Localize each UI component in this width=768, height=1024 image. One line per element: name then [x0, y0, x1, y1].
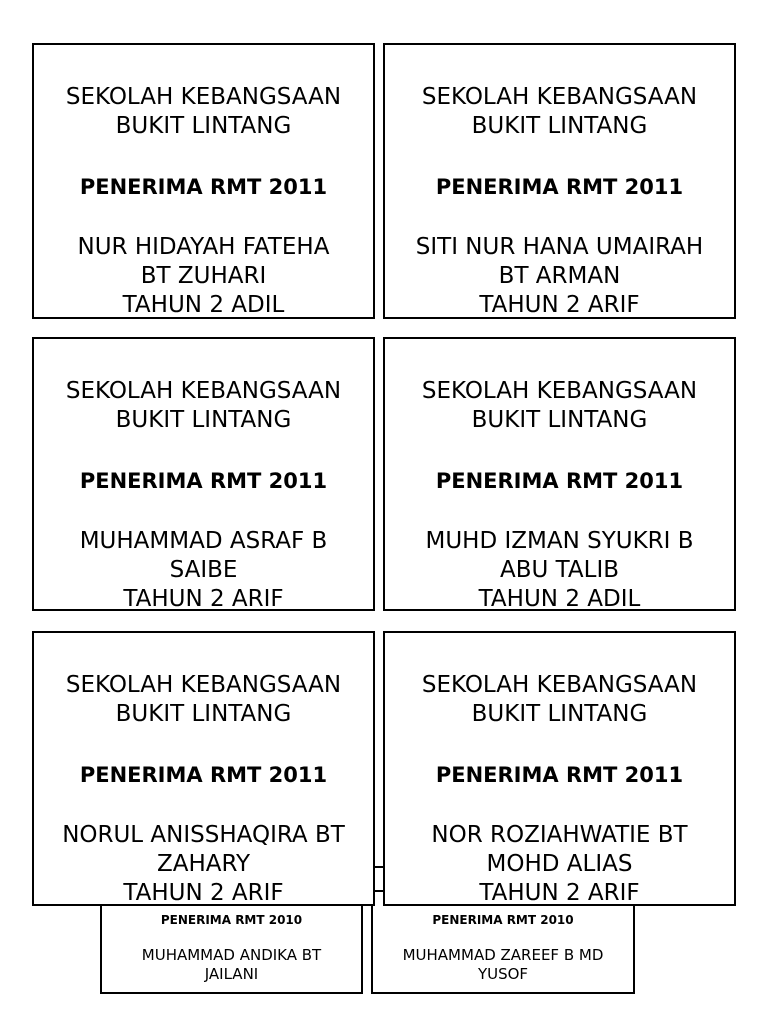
card-title: PENERIMA RMT 2011: [79, 175, 328, 199]
name-card-2: [383, 43, 736, 319]
small-card-title: PENERIMA RMT 2010: [432, 913, 574, 927]
student-class: TAHUN 2 ARIF: [123, 880, 284, 906]
student-name: NOR ROZIAHWATIE BT MOHD ALIAS: [431, 822, 688, 877]
card-title: PENERIMA RMT 2011: [435, 763, 684, 787]
card-title: PENERIMA RMT 2011: [79, 469, 328, 493]
card-title: PENERIMA RMT 2011: [435, 175, 684, 199]
name-card-6: [383, 631, 736, 906]
school-name: SEKOLAH KEBANGSAAN BUKIT LINTANG: [421, 378, 698, 433]
student-name: MUHAMMAD ASRAF B SAIBE: [79, 528, 328, 583]
small-card-title: PENERIMA RMT 2010: [160, 913, 303, 927]
student-name: NORUL ANISSHAQIRA BT ZAHARY: [62, 822, 345, 877]
small-card-name: MUHAMMAD ANDIKA BT JAILANI: [141, 946, 322, 983]
name-card-1: [32, 43, 375, 319]
name-card-3: [32, 337, 375, 611]
small-card-name: MUHAMMAD ZAREEF B MD YUSOF: [402, 946, 604, 983]
name-card-5: [32, 631, 375, 906]
student-name: NUR HIDAYAH FATEHA BT ZUHARI: [77, 234, 330, 289]
school-name: SEKOLAH KEBANGSAAN BUKIT LINTANG: [421, 84, 698, 139]
school-name: SEKOLAH KEBANGSAAN BUKIT LINTANG: [65, 378, 342, 433]
card-title: PENERIMA RMT 2011: [79, 763, 328, 787]
school-name: SEKOLAH KEBANGSAAN BUKIT LINTANG: [65, 672, 342, 727]
student-class: TAHUN 2 ARIF: [123, 586, 284, 611]
student-class: TAHUN 2 ADIL: [122, 292, 285, 318]
card-title: PENERIMA RMT 2011: [435, 469, 684, 493]
student-class: TAHUN 2 ARIF: [479, 292, 640, 318]
student-class: TAHUN 2 ARIF: [479, 880, 640, 906]
name-card-4: [383, 337, 736, 611]
school-name: SEKOLAH KEBANGSAAN BUKIT LINTANG: [65, 84, 342, 139]
student-class: TAHUN 2 ADIL: [478, 586, 641, 611]
school-name: SEKOLAH KEBANGSAAN BUKIT LINTANG: [421, 672, 698, 727]
student-name: SITI NUR HANA UMAIRAH BT ARMAN: [415, 234, 704, 289]
student-name: MUHD IZMAN SYUKRI B ABU TALIB: [425, 528, 694, 583]
